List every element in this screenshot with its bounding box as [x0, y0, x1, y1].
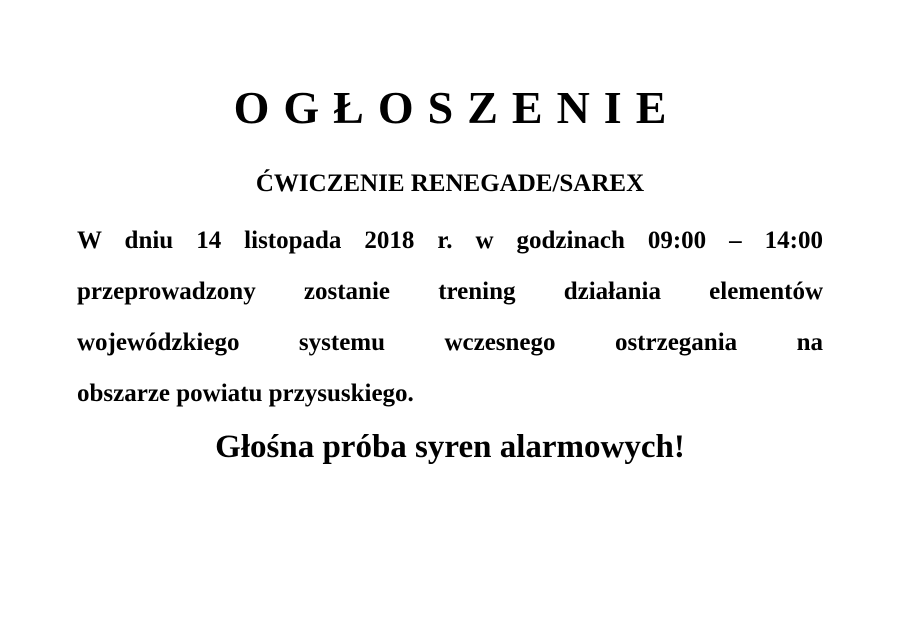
notice-body-line: wojewódzkiego systemu wczesnego ostrzegania na	[77, 329, 823, 356]
notice-body-line: obszarze powiatu przysuskiego.	[77, 380, 414, 407]
notice-subtitle: ĆWICZENIE RENEGADE/SAREX	[255, 170, 645, 197]
notice-title: OGŁOSZENIE	[233, 82, 681, 133]
notice-body-line: przeprowadzony zostanie trening działania elementów	[77, 278, 823, 305]
notice-body-line: W dniu 14 listopada 2018 r. w godzinach 09:00 – 14:00	[77, 227, 823, 254]
notice-slogan: Głośna próba syren alarmowych!	[215, 429, 685, 465]
notice-body	[77, 215, 823, 419]
